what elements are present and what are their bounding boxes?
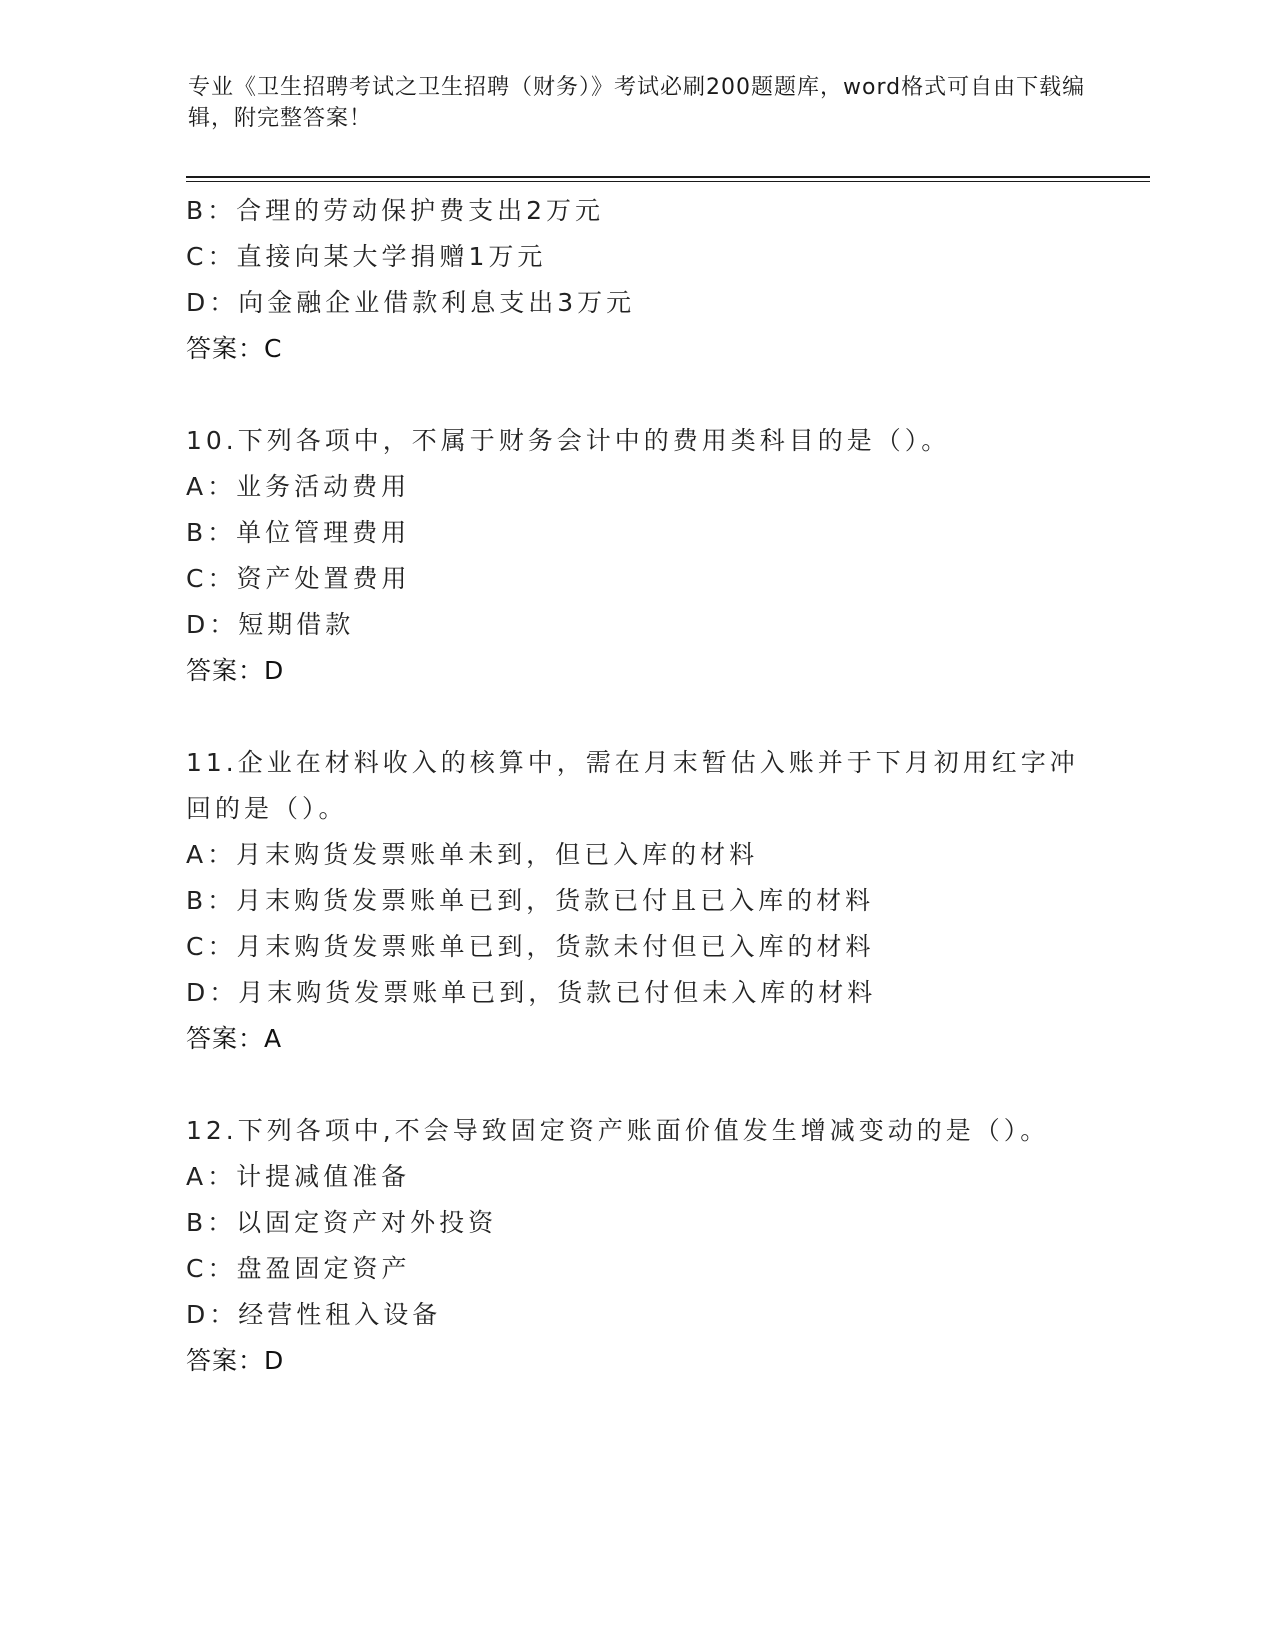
answer: 答案：D (186, 656, 285, 685)
option-c: C：资产处置费用 (186, 564, 411, 593)
option-a: A：业务活动费用 (186, 472, 411, 501)
question-12 (186, 1108, 1146, 1384)
spacer (186, 372, 1146, 418)
question-title: 12.下列各项中,不会导致固定资产账面价值发生增减变动的是（）。 (186, 1116, 1050, 1145)
document-header: 专业《卫生招聘考试之卫生招聘（财务）》考试必刷200题题库，word格式可自由下载编辑，附完整答案！ (188, 75, 1086, 131)
answer: 答案：C (186, 334, 283, 363)
question-title: 10.下列各项中，不属于财务会计中的费用类科目的是（）。 (186, 426, 951, 455)
question-11 (186, 740, 1146, 1062)
answer: 答案：A (186, 1024, 283, 1053)
option-c: C：直接向某大学捐赠1万元 (186, 242, 547, 271)
option-d: D：经营性租入设备 (186, 1300, 442, 1329)
header-divider (186, 176, 1150, 182)
option-a: A：计提减值准备 (186, 1162, 411, 1191)
option-b: B：月末购货发票账单已到，货款已付且已入库的材料 (186, 886, 875, 915)
option-b: B：以固定资产对外投资 (186, 1208, 498, 1237)
spacer (186, 694, 1146, 740)
option-b: B：合理的劳动保护费支出2万元 (186, 196, 605, 225)
option-b: B：单位管理费用 (186, 518, 411, 547)
question-10 (186, 418, 1146, 694)
option-c: C：月末购货发票账单已到，货款未付但已入库的材料 (186, 932, 875, 961)
option-a: A：月末购货发票账单未到，但已入库的材料 (186, 840, 759, 869)
answer: 答案：D (186, 1346, 285, 1375)
header-divider-thick (186, 176, 1150, 178)
option-c: C：盘盈固定资产 (186, 1254, 411, 1283)
option-d: D：向金融企业借款利息支出3万元 (186, 288, 636, 317)
spacer (186, 1062, 1146, 1108)
question-title: 11.企业在材料收入的核算中，需在月末暂估入账并于下月初用红字冲回的是（）。 (186, 748, 1079, 823)
option-d: D：短期借款 (186, 610, 355, 639)
option-d: D：月末购货发票账单已到，货款已付但未入库的材料 (186, 978, 877, 1007)
question-9-partial (186, 188, 1146, 372)
header-divider-thin (186, 181, 1150, 182)
document-body (186, 188, 1146, 1384)
